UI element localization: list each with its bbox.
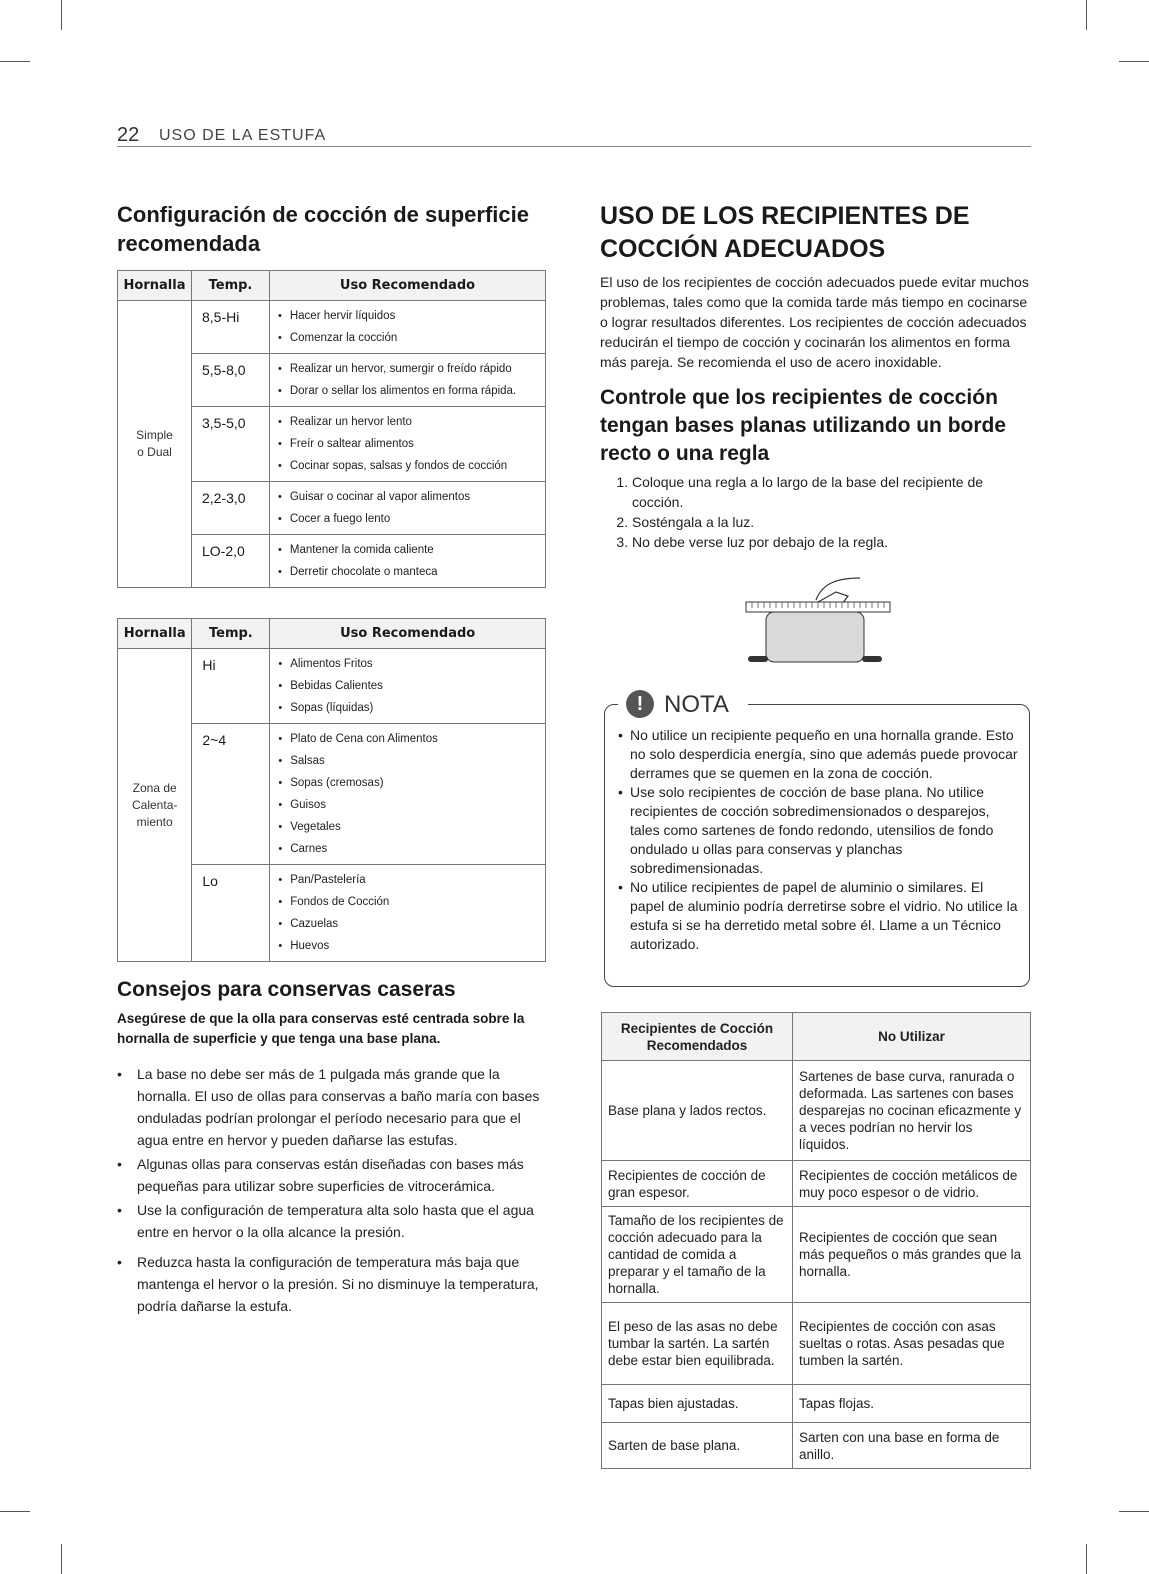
use-cell: [270, 354, 546, 407]
use-item: • Vegetales: [278, 816, 545, 838]
table-row: [118, 301, 546, 354]
table-row: [602, 1061, 1031, 1161]
list-item: • La base no debe ser más de 1 pulgada más grande que la hornalla. El uso de ollas para conservas a baño maría con bases onduladas podrían prolongar el período necesario para que el agua entre en hervor y pueden dañarse las estufas.: [117, 1063, 549, 1151]
list-item: 3. No debe verse luz por debajo de la regla.: [632, 532, 1032, 552]
config-section: [117, 200, 549, 258]
temp-cell: Lo: [192, 865, 270, 962]
table-header-row: [118, 271, 546, 301]
temp-cell: LO-2,0: [192, 535, 270, 588]
use-item: • Plato de Cena con Alimentos: [278, 728, 545, 750]
table-row: [602, 1207, 1031, 1303]
use-cell: [270, 535, 546, 588]
crop-mark: [0, 61, 30, 62]
use-item: • Dorar o sellar los alimentos en forma rápida.: [278, 380, 545, 402]
use-cell: [270, 301, 546, 354]
table-cell: Recipientes de cocción metálicos de muy poco espesor o de vidrio.: [793, 1161, 1031, 1207]
table-cell: Recipientes de cocción que sean más pequeños o más grandes que la hornalla.: [793, 1207, 1031, 1303]
canning-list: [117, 1063, 549, 1317]
use-item: • Cazuelas: [278, 913, 545, 935]
crop-mark: [1119, 1511, 1149, 1512]
list-item: • Algunas ollas para conservas están diseñadas con bases más pequeñas para utilizar sobre superficies de vitrocerámica.: [117, 1153, 549, 1197]
use-item: • Freír o saltear alimentos: [278, 433, 545, 455]
temp-cell: 2~4: [192, 724, 270, 865]
table-row: [602, 1303, 1031, 1385]
col-header-temp: Temp.: [192, 271, 270, 301]
crop-mark: [61, 0, 62, 30]
use-item: • Realizar un hervor, sumergir o freído rápido: [278, 358, 545, 380]
table-cell: Sarten de base plana.: [602, 1423, 793, 1469]
section-title: USO DE LA ESTUFA: [159, 127, 327, 144]
use-cell: [270, 407, 546, 482]
cooking-table-2: [117, 618, 546, 962]
note-title: [618, 688, 748, 722]
list-item: • Use la configuración de temperatura alta solo hasta que el agua entre en hervor o la olla alcance la presión.: [117, 1199, 549, 1243]
use-item: • Bebidas Calientes: [278, 675, 545, 697]
table-row: [602, 1423, 1031, 1469]
pot-handle-icon: [862, 656, 882, 662]
temp-cell: 3,5-5,0: [192, 407, 270, 482]
note-label: NOTA: [664, 691, 729, 718]
pans-table: [601, 1012, 1031, 1469]
pot-icon: [766, 612, 864, 662]
use-cell: [270, 724, 546, 865]
crop-mark: [0, 1511, 30, 1512]
use-item: • Alimentos Fritos: [278, 653, 545, 675]
page-number: 22: [117, 124, 140, 146]
table-header-row: [602, 1013, 1031, 1061]
use-item: • Mantener la comida caliente: [278, 539, 545, 561]
list-item: 1. Coloque una regla a lo largo de la base del recipiente de cocción.: [632, 472, 1032, 512]
note-list: [618, 726, 1018, 954]
use-item: • Comenzar la cocción: [278, 327, 545, 349]
list-item: • No utilice recipientes de papel de aluminio o similares. El papel de aluminio podría derretirse sobre el vidrio. No utilice la estufa si se ha derretido metal sobre él. Llame a un Técnico autorizado.: [618, 878, 1018, 954]
canning-subtitle: Asegúrese de que la olla para conservas esté centrada sobre la hornalla de superficie y que tenga una base plana.: [117, 1011, 525, 1046]
col-header-recommended: Recipientes de Cocción Recomendados: [602, 1013, 793, 1061]
check-steps: [600, 472, 1032, 552]
warning-icon: !: [626, 690, 654, 718]
cookware-intro: El uso de los recipientes de cocción adecuados puede evitar muchos problemas, tales como que la comida tarde más tiempo en cocinarse o lograr resultados diferentes. Los recipientes de cocción adecuados reducirán el tiempo de cocción y cocinarán los alimentos en forma más pareja. Se recomienda el uso de acero inoxidable.: [600, 274, 1029, 370]
config-heading: Configuración de cocción de superficie recomendada: [117, 202, 529, 256]
table-header-row: [118, 619, 546, 649]
list-item: • No utilice un recipiente pequeño en una hornalla grande. Esto no solo desperdicia energía, sino que además puede provocar derrames que se quemen en la zona de cocción.: [618, 726, 1018, 783]
table-cell: Recipientes de cocción con asas sueltas o rotas. Asas pesadas que tumben la sartén.: [793, 1303, 1031, 1385]
cooking-table-1: [117, 270, 546, 588]
use-item: • Cocinar sopas, salsas y fondos de cocción: [278, 455, 545, 477]
use-item: • Guisos: [278, 794, 545, 816]
burner-cell: Zona de Calenta- miento: [118, 649, 192, 962]
col-header-burner: Hornalla: [118, 271, 192, 301]
table-row: [118, 649, 546, 724]
use-cell: [270, 482, 546, 535]
use-item: • Sopas (líquidas): [278, 697, 545, 719]
crop-mark: [1119, 61, 1149, 62]
use-item: • Pan/Pastelería: [278, 869, 545, 891]
use-item: • Hacer hervir líquidos: [278, 305, 545, 327]
temp-cell: 5,5-8,0: [192, 354, 270, 407]
use-item: • Sopas (cremosas): [278, 772, 545, 794]
crop-mark: [1086, 0, 1087, 30]
use-item: • Carnes: [278, 838, 545, 860]
col-header-temp: Temp.: [192, 619, 270, 649]
use-cell: [270, 865, 546, 962]
use-item: • Cocer a fuego lento: [278, 508, 545, 530]
table-cell: El peso de las asas no debe tumbar la sartén. La sartén debe estar bien equilibrada.: [602, 1303, 793, 1385]
hand-outline: [816, 578, 860, 600]
pot-ruler-illustration: [736, 570, 906, 680]
pot-handle-icon: [748, 656, 768, 662]
table-cell: Base plana y lados rectos.: [602, 1061, 793, 1161]
crop-mark: [1086, 1544, 1087, 1574]
table-cell: Sarten con una base en forma de anillo.: [793, 1423, 1031, 1469]
table-cell: Sartenes de base curva, ranurada o deformada. Las sartenes con bases desparejas no cocinan eficazmente y a veces podrían no hervir los líquidos.: [793, 1061, 1031, 1161]
col-header-avoid: No Utilizar: [793, 1013, 1031, 1061]
temp-cell: 2,2-3,0: [192, 482, 270, 535]
table-cell: Recipientes de cocción de gran espesor.: [602, 1161, 793, 1207]
canning-heading: Consejos para conservas caseras: [117, 978, 456, 1001]
cookware-heading: USO DE LOS RECIPIENTES DE COCCIÓN ADECUADOS: [600, 202, 970, 263]
temp-cell: 8,5-Hi: [192, 301, 270, 354]
use-item: • Realizar un hervor lento: [278, 411, 545, 433]
use-item: • Guisar o cocinar al vapor alimentos: [278, 486, 545, 508]
use-cell: [270, 649, 546, 724]
table-cell: Tapas bien ajustadas.: [602, 1385, 793, 1423]
list-item: • Reduzca hasta la configuración de temperatura más baja que mantenga el hervor o la presión. Si no disminuye la temperatura, podría dañarse la estufa.: [117, 1251, 549, 1317]
col-header-burner: Hornalla: [118, 619, 192, 649]
table-row: [602, 1161, 1031, 1207]
use-item: • Fondos de Cocción: [278, 891, 545, 913]
page-header: [117, 124, 1031, 147]
check-heading: Controle que los recipientes de cocción tengan bases planas utilizando un borde recto o una regla: [600, 386, 1007, 465]
col-header-use: Uso Recomendado: [270, 619, 546, 649]
cookware-section: [600, 200, 1032, 552]
table-row: [602, 1385, 1031, 1423]
table-cell: Tapas flojas.: [793, 1385, 1031, 1423]
use-item: • Salsas: [278, 750, 545, 772]
col-header-use: Uso Recomendado: [270, 271, 546, 301]
use-item: • Huevos: [278, 935, 545, 957]
list-item: 2. Sosténgala a la luz.: [632, 512, 1032, 532]
table-cell: Tamaño de los recipientes de cocción adecuado para la cantidad de comida a preparar y el tamaño de la hornalla.: [602, 1207, 793, 1303]
use-item: • Derretir chocolate o manteca: [278, 561, 545, 583]
crop-mark: [61, 1544, 62, 1574]
burner-cell: Simple o Dual: [118, 301, 192, 588]
canning-section: [117, 976, 549, 1319]
temp-cell: Hi: [192, 649, 270, 724]
list-item: • Use solo recipientes de cocción de base plana. No utilice recipientes de cocción sobredimensionados o desparejos, tales como sartenes de fondo redondo, utensilios de fondo ondulado u ollas para conservas y planchas sobredimensionadas.: [618, 783, 1018, 878]
